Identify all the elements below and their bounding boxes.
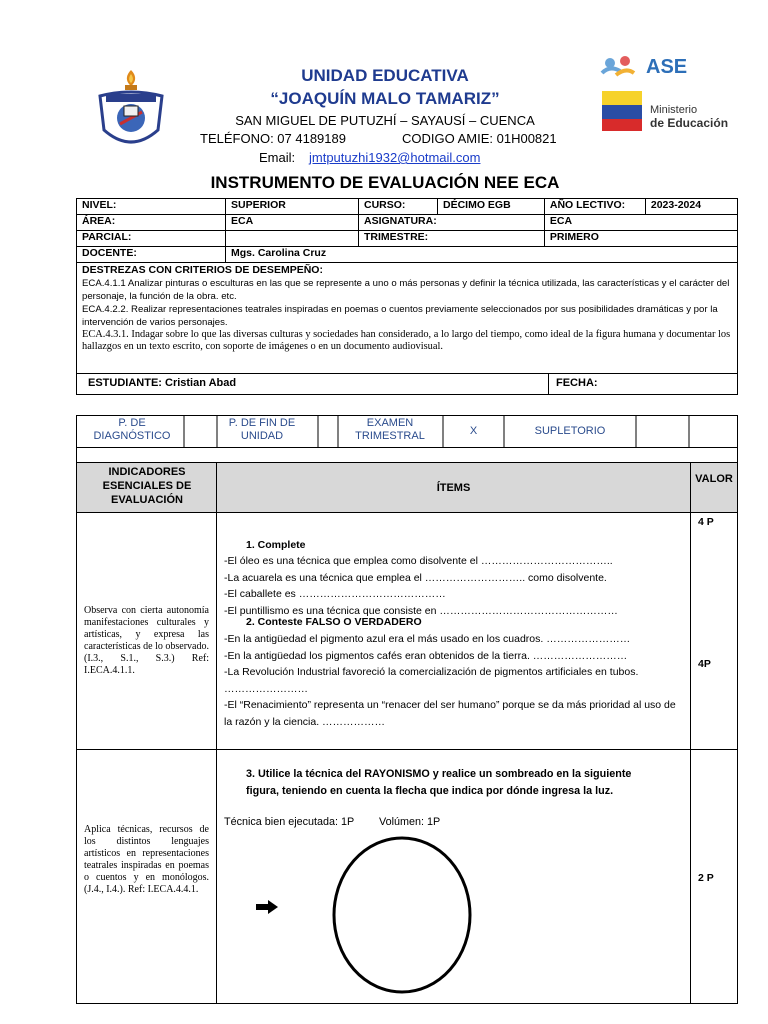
header-col3: [690, 462, 738, 513]
q3-volumen: Volúmen: 1P: [379, 816, 441, 828]
nivel-value: SUPERIOR: [226, 199, 359, 215]
q1-line: -El óleo es una técnica que emplea como disolvente el ………………………………..: [224, 555, 613, 567]
page-title: INSTRUMENTO DE EVALUACIÓN NEE ECA: [210, 173, 560, 192]
spacer-row: [76, 447, 738, 463]
row1-valor-cell: [690, 512, 738, 750]
destreza-1: ECA.4.1.1 Analizar pinturas o esculturas en las que se represente a uno o más personas y definir la técnica utilizada, las características y el carácter del personaje, la función de la obra. etc.: [82, 278, 730, 302]
row1-indicator: Observa con cierta autonomía manifestaciones culturales y artísticas, y expresa las características de lo observado. (I.3., S.1., S.3.) Ref: I.ECA.4.1.1.: [84, 605, 209, 676]
curso-label: CURSO:: [359, 199, 438, 215]
q2-line: -En la antigüedad los pigmentos cafés eran obtenidos de la tierra. ………………………: [224, 649, 628, 662]
area-value: ECA: [226, 215, 359, 231]
eval-fin-unidad: P. DE FIN DE UNIDAD: [228, 417, 296, 442]
q2-line: -En la antigüedad el pigmento azul era el más usado en los cuadros. ……………………: [224, 633, 631, 645]
curso-value: DÉCIMO EGB: [438, 199, 545, 215]
q1-line: -El puntillismo es una técnica que consiste en ……………………………………………: [224, 604, 618, 617]
destreza-2: ECA.4.2.2. Realizar representaciones teatrales inspiradas en poemas o cuentos previamente seleccionados por sus posibilidades dramáticas y por la intervención de varios personajes.: [82, 304, 718, 328]
email-link[interactable]: jmtputuzhi1932@hotmail.com: [309, 150, 481, 165]
destreza-3: ECA.4.3.1. Indagar sobre lo que las diversas culturas y sociedades han considerado, a lo largo del tiempo, como ideal de la figura humana y documentar los hallazgos en un texto escrito, con soporte de imágenes o en un documento audiovisual.: [82, 329, 731, 352]
fecha-label: FECHA:: [556, 377, 598, 389]
row1-valor-1: 4 P: [698, 516, 714, 528]
asignatura-label: ASIGNATURA:: [359, 215, 545, 231]
light-arrow-icon: [256, 900, 278, 914]
info-table: [76, 198, 738, 263]
circle-figure: [332, 836, 472, 996]
email-label: Email:: [259, 150, 296, 165]
school-name-line2: “JOAQUÍN MALO TAMARIZ”: [270, 89, 500, 108]
lectivo-label: AÑO LECTIVO:: [544, 199, 645, 215]
school-address: SAN MIGUEL DE PUTUZHÍ – SAYAUSÍ – CUENCA: [235, 113, 535, 128]
student-name: ESTUDIANTE: Cristian Abad: [88, 377, 237, 389]
eval-supletorio: SUPLETORIO: [534, 425, 606, 437]
row2-valor: 2 P: [698, 872, 714, 884]
school-amie: CODIGO AMIE: 01H00821: [402, 131, 557, 146]
q2-title: 2. Conteste FALSO O VERDADERO: [246, 616, 422, 628]
docente-value: Mgs. Carolina Cruz: [226, 247, 738, 263]
q1-title: 1. Complete: [246, 539, 306, 551]
q2-line: -La Revolución Industrial favoreció la comercialización de pigmentos artificiales en tubos. ……………………: [224, 666, 639, 695]
nivel-label: NIVEL:: [77, 199, 226, 215]
eval-diagnostico: P. DE DIAGNÓSTICO: [93, 417, 171, 442]
school-phone: TELÉFONO: 07 4189189: [200, 131, 346, 146]
header-valor: VALOR: [695, 473, 733, 485]
student-divider: [548, 373, 549, 395]
docente-label: DOCENTE:: [77, 247, 226, 263]
header-indicadores: INDICADORES ESENCIALES DE EVALUACIÓN: [102, 466, 192, 506]
parcial-value: [226, 231, 359, 247]
q1-lines: [224, 553, 684, 619]
lectivo-value: 2023-2024: [645, 199, 737, 215]
q2-line: -El “Renacimiento” representa un “renacer del ser humano” porque se da más prioridad al uso de la razón y la ciencia. ………………: [224, 699, 676, 728]
eval-trimestral: EXAMEN TRIMESTRAL: [355, 417, 425, 442]
trimestre-value: PRIMERO: [544, 231, 737, 247]
q1-line: -El caballete es ……………………………………: [224, 588, 446, 600]
row1-valor-2: 4P: [698, 658, 711, 670]
header-items: ÍTEMS: [436, 482, 471, 494]
q2-lines: [224, 631, 682, 730]
row2-indicator: Aplica técnicas, recursos de los distintos lenguajes artísticos en representaciones teatrales inspiradas en poemas o cuentos y en monólogos. (J.4., I.4.). Ref: I.ECA.4.4.1.: [84, 824, 209, 895]
destrezas-title: DESTREZAS CON CRITERIOS DE DESEMPEÑO:: [82, 264, 323, 276]
ministry-text-1: Ministerio: [650, 104, 698, 116]
area-label: ÁREA:: [77, 215, 226, 231]
ministry-text-2: de Educación: [650, 116, 729, 130]
trimestre-label: TRIMESTRE:: [359, 231, 545, 247]
q3-tecnica: Técnica bien ejecutada: 1P: [224, 816, 355, 828]
asignatura-value: ECA: [544, 215, 737, 231]
q1-line: -La acuarela es una técnica que emplea el ……………………….. como disolvente.: [224, 571, 607, 584]
q3-title: 3. Utilice la técnica del RAYONISMO y realice un sombreado en la siguiente figura, teniendo en cuenta la flecha que indica por dónde ingresa la luz.: [246, 768, 632, 797]
school-name-line1: UNIDAD EDUCATIVA: [301, 66, 469, 85]
eval-mark: X: [469, 425, 478, 437]
school-logo: [92, 68, 170, 154]
parcial-label: PARCIAL:: [77, 231, 226, 247]
ase-brand: ASE: [646, 56, 688, 78]
destrezas-block: [76, 262, 738, 374]
